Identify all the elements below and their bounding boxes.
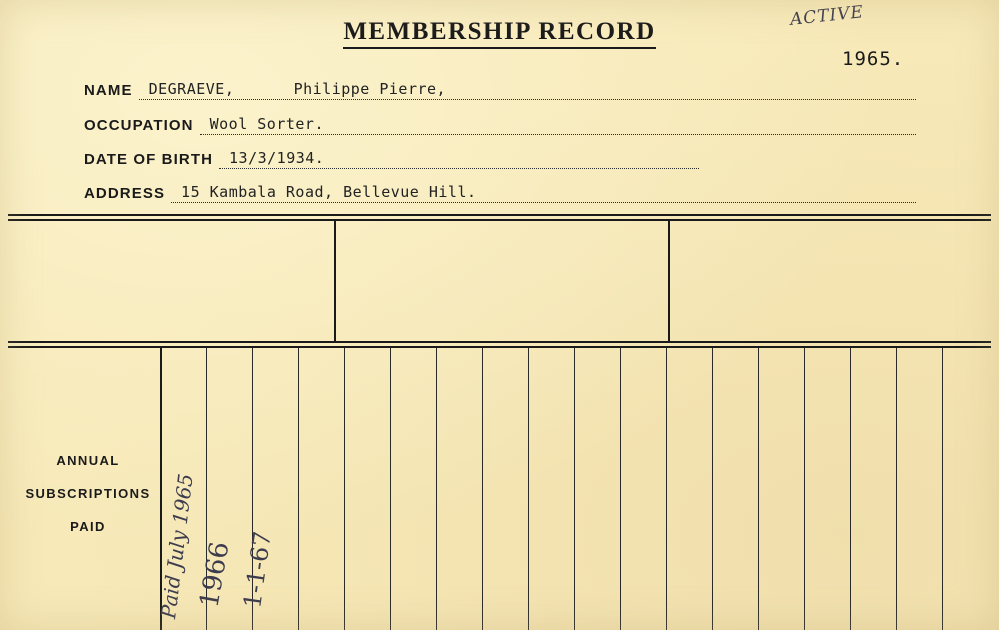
grid-line-7: [482, 348, 483, 630]
page-title-text: MEMBERSHIP RECORD: [343, 18, 655, 49]
grid-line-6: [436, 348, 437, 630]
field-name-given: Philippe Pierre,: [293, 80, 447, 98]
field-occupation: [84, 113, 916, 135]
subscriptions-label-line-3: PAID: [70, 519, 106, 534]
grid-line-10: [620, 348, 621, 630]
field-name-rule: [139, 81, 916, 100]
field-occupation-label: OCCUPATION: [84, 117, 194, 134]
field-name: [84, 78, 916, 100]
grid-line-8: [528, 348, 529, 630]
field-date-of-birth-rule: [219, 150, 699, 169]
grid-line-3: [298, 348, 299, 630]
subscription-entry-3: 1-1-67: [238, 529, 277, 610]
grid-line-17: [942, 348, 943, 630]
grid-line-11: [666, 348, 667, 630]
grid-line-13: [758, 348, 759, 630]
upper-column-divider-1: [334, 221, 336, 341]
grid-line-16: [896, 348, 897, 630]
upper-column-divider-2: [668, 221, 670, 341]
record-year: 1965.: [842, 48, 905, 70]
divider-top-outer: [8, 214, 991, 216]
field-address-label: ADDRESS: [84, 185, 166, 202]
grid-line-4: [344, 348, 345, 630]
subscription-entry-1: Paid July 1965: [156, 472, 198, 620]
divider-middle-inner: [8, 341, 991, 343]
field-date-of-birth-value: 13/3/1934.: [229, 149, 325, 167]
divider-top-inner: [8, 219, 991, 221]
grid-line-9: [574, 348, 575, 630]
grid-line-5: [390, 348, 391, 630]
field-date-of-birth: [84, 147, 699, 169]
subscription-entry-2: 1966: [194, 539, 236, 610]
grid-line-14: [804, 348, 805, 630]
field-occupation-rule: [200, 116, 916, 135]
field-address-value: 15 Kambala Road, Bellevue Hill.: [181, 183, 477, 201]
status-annotation: ACTIVE: [789, 2, 865, 30]
grid-line-12: [712, 348, 713, 630]
field-occupation-value: Wool Sorter.: [209, 115, 324, 133]
field-date-of-birth-label: DATE OF BIRTH: [84, 151, 214, 168]
field-address-rule: [171, 184, 916, 203]
grid-line-15: [850, 348, 851, 630]
subscriptions-grid: [8, 348, 991, 630]
field-name-surname: DEGRAEVE,: [148, 80, 235, 98]
field-name-label: NAME: [84, 82, 133, 99]
subscriptions-label: [18, 444, 158, 543]
subscriptions-label-line-2: SUBSCRIPTIONS: [25, 486, 151, 501]
subscriptions-label-line-1: ANNUAL: [56, 453, 120, 468]
field-address: [84, 181, 916, 203]
